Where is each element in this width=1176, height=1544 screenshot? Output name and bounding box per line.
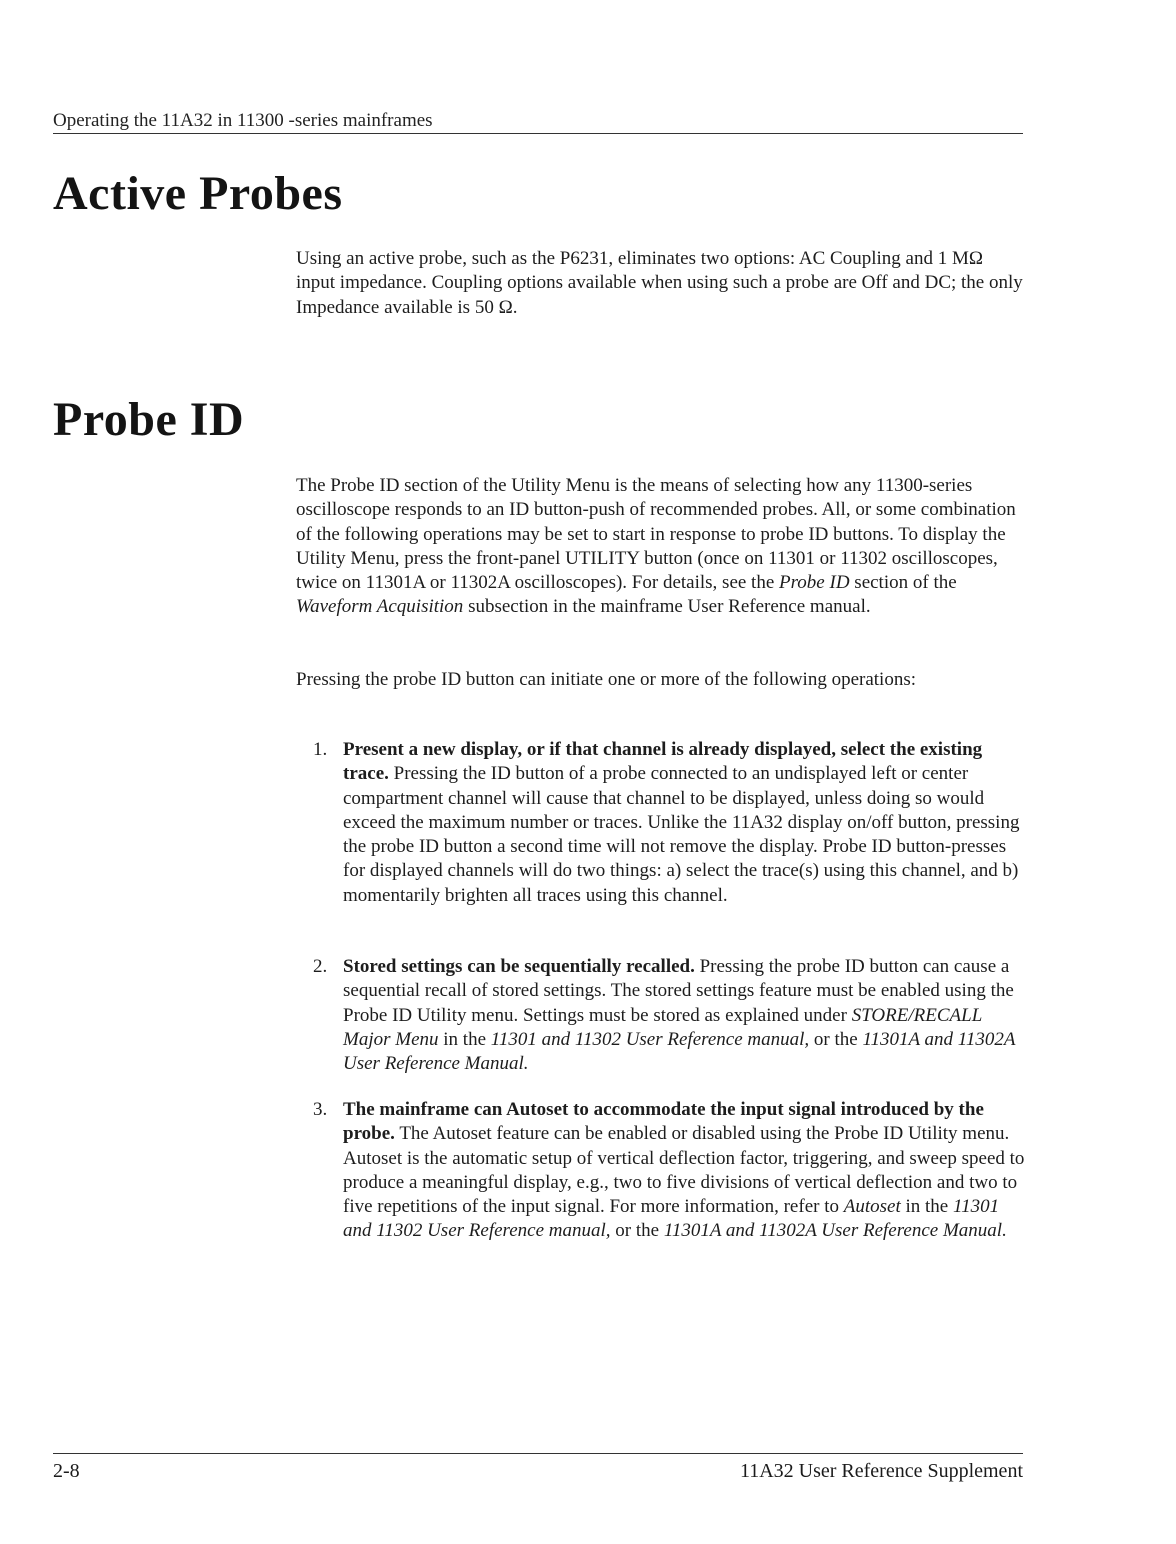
emphasis-run: Autoset (843, 1196, 901, 1218)
emphasis-run: Waveform Acquisition (296, 596, 464, 618)
emphasis-run: 11301A and 11302A User Reference Manual. (663, 1220, 1007, 1242)
active-probes-paragraph (296, 247, 1026, 320)
paragraph-text (296, 474, 1026, 620)
list-item-content (343, 955, 1026, 1076)
list-item-lead: The mainframe can Autoset to accommodate the input signal introduced by the probe. (343, 1099, 984, 1145)
emphasis-run: Probe ID (779, 572, 850, 594)
text-run: Pressing the ID button of a probe connected to an undisplayed left or center compartment channel will cause that channel to be displayed, unless doing so would exceed the maximum number or traces. Unlike the 11A32 display on/off button, pressing the probe ID button a second time will not remove the display. Probe ID button-presses for displayed channels will do two things: a) select the trace(s) using this channel, and b) momentarily brighten all traces using this channel. (343, 763, 1020, 906)
list-number: 1. (313, 739, 328, 760)
paragraph-text: Using an active probe, such as the P6231, eliminates two options: AC Coupling and 1 MΩ input impedance. Coupling options available when using such a probe are Off and DC; the only Impedance available is 50 Ω. (296, 248, 1023, 318)
emphasis-run: 11301 and 11302 User Reference manual, (490, 1028, 810, 1050)
section-title-active-probes: Active Probes (53, 167, 343, 220)
probe-id-paragraph-2 (296, 668, 1026, 692)
header-divider (53, 133, 1023, 134)
paragraph-text: Pressing the probe ID button can initiate one or more of the following operations: (296, 669, 916, 690)
emphasis-run: 11301A and 11302A User Reference Manual. (343, 1028, 1016, 1075)
list-item-content (343, 1098, 1026, 1244)
text-run: Pressing the probe ID button can cause a sequential recall of stored settings. The stored settings feature must be enabled using the Probe ID Utility menu. Settings must be stored as explained under (343, 956, 1014, 1026)
list-number: 2. (313, 956, 328, 977)
text-run: in the (900, 1196, 953, 1218)
list-item (296, 955, 1026, 1076)
probe-id-paragraph-1 (296, 474, 1026, 620)
list-item (296, 1098, 1026, 1244)
text-run: The Autoset feature can be enabled or disabled using the Probe ID Utility menu. Autoset is the automatic setup of vertical deflection factor, triggering, and sweep speed to produce a meaningful display, e.g., two to five divisions of vertical deflection and two to five repetitions of the input signal. For more information, refer to (343, 1123, 1025, 1218)
text-run: subsection in the mainframe User Reference manual. (463, 596, 871, 618)
text-run: or the (610, 1220, 664, 1242)
text-run: The Probe ID section of the Utility Menu is the means of selecting how any 11300-series oscilloscope responds to an ID button-push of recommended probes. All, or some combination of the following operations may be set to start in response to probe ID buttons. To display the Utility Menu, press the front-panel UTILITY button (once on 11301 or 11302 oscilloscopes, twice on 11301A or 11302A oscilloscopes). For details, see the (296, 475, 1016, 594)
section-title-probe-id: Probe ID (53, 393, 245, 446)
text-run: section of the (849, 572, 957, 594)
running-header: Operating the 11A32 in 11300 -series mainframes (53, 110, 433, 131)
list-item-content (343, 738, 1026, 908)
emphasis-run: 11301 and 11302 User Reference manual, (343, 1196, 1000, 1242)
emphasis-run: STORE/RECALL Major Menu (343, 1004, 982, 1050)
list-item (296, 738, 1026, 908)
text-run: in the (438, 1028, 491, 1050)
page-number: 2-8 (53, 1460, 80, 1482)
text-run: or the (809, 1028, 863, 1050)
list-item-lead: Present a new display, or if that channel is already displayed, select the existing trace. (343, 739, 983, 785)
footer-divider (53, 1453, 1023, 1454)
list-number: 3. (313, 1099, 328, 1120)
document-title: 11A32 User Reference Supplement (739, 1460, 1023, 1482)
list-item-lead: Stored settings can be sequentially recalled. (343, 956, 695, 977)
